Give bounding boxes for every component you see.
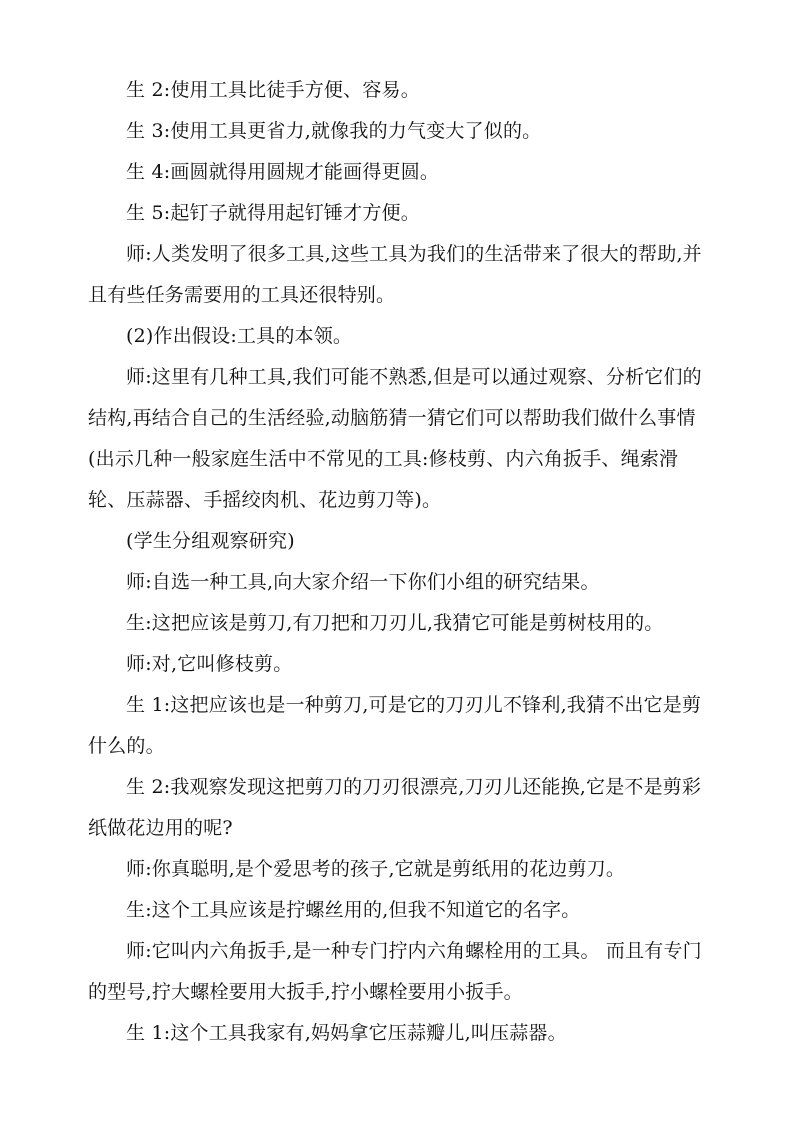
paragraph-2: 生 3:使用工具更省力,就像我的力气变大了似的。 [126,120,542,142]
paragraph-15: 生:这个工具应该是拧螺丝用的,但我不知道它的名字。 [126,899,581,921]
paragraph-8: (学生分组观察研究) [126,530,295,552]
paragraph-9: 师:自选一种工具,向大家介绍一下你们小组的研究结果。 [126,571,600,593]
paragraph-4: 生 5:起钉子就得用起钉锤才方便。 [126,202,420,224]
paragraph-1: 生 2:使用工具比徒手方便、容易。 [126,79,420,101]
document-page [88,70,710,1054]
paragraph-5: 师:人类发明了很多工具,这些工具为我们的生活带来了很大的帮助,并且有些任务需要用的工具还很特别。 [88,243,702,306]
paragraph-11: 师:对,它叫修枝剪。 [126,653,293,675]
paragraph-7: 师:这里有几种工具,我们可能不熟悉,但是可以通过观察、分析它们的结构,再结合自己的生活经验,动脑筋猜一猜它们可以帮助我们做什么事情(出示几种一般家庭生活中不常见的工具:修枝剪、内六角扳手、绳索滑轮、压蒜器、手摇绞肉机、花边剪刀等)。 [88,366,702,511]
paragraph-6: (2)作出假设:工具的本领。 [126,325,353,347]
paragraph-3: 生 4:画圆就得用圆规才能画得更圆。 [126,161,440,183]
paragraph-12: 生 1:这把应该也是一种剪刀,可是它的刀刃儿不锋利,我猜不出它是剪什么的。 [88,694,702,757]
paragraph-17: 生 1:这个工具我家有,妈妈拿它压蒜瓣儿,叫压蒜器。 [126,1022,567,1044]
paragraph-16: 师:它叫内六角扳手,是一种专门拧内六角螺栓用的工具。 而且有专门的型号,拧大螺栓要用大扳手,拧小螺栓要用小扳手。 [88,940,702,1003]
paragraph-13: 生 2:我观察发现这把剪刀的刀刃很漂亮,刀刃儿还能换,它是不是剪彩纸做花边用的呢? [88,776,702,839]
paragraph-10: 生:这把应该是剪刀,有刀把和刀刃儿,我猜它可能是剪树枝用的。 [126,612,664,634]
paragraph-14: 师:你真聪明,是个爱思考的孩子,它就是剪纸用的花边剪刀。 [126,858,626,880]
